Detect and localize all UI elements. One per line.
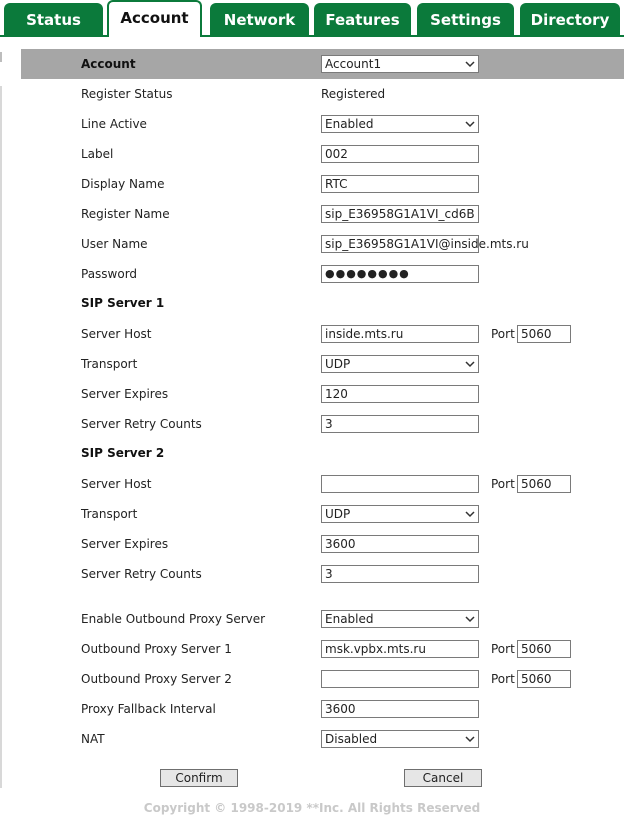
sip2-server-expires-label: Server Expires xyxy=(81,537,169,551)
display-name-label: Display Name xyxy=(81,177,165,191)
chevron-down-icon xyxy=(465,119,475,129)
sip2-transport-label: Transport xyxy=(81,507,138,521)
account-select-value: Account1 xyxy=(325,57,382,71)
register-status-label: Register Status xyxy=(81,87,173,101)
sip1-retry-counts-input[interactable]: 3 xyxy=(321,415,479,433)
account-settings-form xyxy=(21,49,624,789)
sip-server-1-title: SIP Server 1 xyxy=(81,296,165,310)
tab-account-label: Account xyxy=(120,9,189,27)
enable-outbound-proxy-value: Enabled xyxy=(325,612,374,626)
display-name-input[interactable]: RTC xyxy=(321,175,479,193)
chevron-down-icon xyxy=(465,734,475,744)
password-label: Password xyxy=(81,267,138,281)
label-field-label: Label xyxy=(81,147,114,161)
nat-select-value: Disabled xyxy=(325,732,378,746)
sip1-port-input[interactable]: 5060 xyxy=(517,325,571,343)
enable-outbound-proxy-label: Enable Outbound Proxy Server xyxy=(81,612,266,626)
nat-label: NAT xyxy=(81,732,105,746)
sip1-port-label: Port xyxy=(491,327,515,341)
user-name-input[interactable]: sip_E36958G1A1VI@inside.mts.ru xyxy=(321,235,479,253)
account-label: Account xyxy=(81,57,136,71)
label-input[interactable]: 002 xyxy=(321,145,479,163)
outbound-proxy-2-input[interactable] xyxy=(321,670,479,688)
sip1-retry-counts-label: Server Retry Counts xyxy=(81,417,202,431)
sip2-server-expires-input[interactable]: 3600 xyxy=(321,535,479,553)
proxy-fallback-interval-label: Proxy Fallback Interval xyxy=(81,702,216,716)
line-active-select-value: Enabled xyxy=(325,117,374,131)
outbound-proxy-1-port-label: Port xyxy=(491,642,515,656)
copyright-footer: Copyright © 1998-2019 **Inc. All Rights Reserved xyxy=(143,801,481,815)
chevron-down-icon xyxy=(465,59,475,69)
sip1-transport-value: UDP xyxy=(325,357,351,371)
left-edge-marker xyxy=(0,52,2,62)
sip1-server-host-input[interactable]: inside.mts.ru xyxy=(321,325,479,343)
sip1-transport-label: Transport xyxy=(81,357,138,371)
chevron-down-icon xyxy=(465,509,475,519)
sip2-port-label: Port xyxy=(491,477,515,491)
account-select[interactable] xyxy=(321,55,479,73)
sip2-server-host-label: Server Host xyxy=(81,477,152,491)
cancel-button[interactable]: Cancel xyxy=(404,769,482,787)
line-active-label: Line Active xyxy=(81,117,147,131)
sip1-server-expires-label: Server Expires xyxy=(81,387,169,401)
outbound-proxy-2-port-input[interactable]: 5060 xyxy=(517,670,571,688)
user-name-label: User Name xyxy=(81,237,148,251)
chevron-down-icon xyxy=(465,614,475,624)
confirm-button[interactable]: Confirm xyxy=(160,769,238,787)
sip2-port-input[interactable]: 5060 xyxy=(517,475,571,493)
sip2-retry-counts-label: Server Retry Counts xyxy=(81,567,202,581)
sip2-transport-value: UDP xyxy=(325,507,351,521)
tab-network-label: Network xyxy=(223,11,296,29)
outbound-proxy-2-port-label: Port xyxy=(491,672,515,686)
outbound-proxy-1-input[interactable]: msk.vpbx.mts.ru xyxy=(321,640,479,658)
sip2-retry-counts-input[interactable]: 3 xyxy=(321,565,479,583)
outbound-proxy-1-label: Outbound Proxy Server 1 xyxy=(81,642,232,656)
tab-settings-label: Settings xyxy=(430,11,501,29)
tab-features[interactable] xyxy=(314,3,411,37)
sip2-server-host-input[interactable] xyxy=(321,475,479,493)
tab-network[interactable] xyxy=(210,3,309,37)
tab-status[interactable] xyxy=(4,3,103,37)
top-tab-bar xyxy=(0,0,624,37)
sip1-server-host-label: Server Host xyxy=(81,327,152,341)
sip1-transport-select[interactable] xyxy=(321,355,479,373)
outbound-proxy-1-port-input[interactable]: 5060 xyxy=(517,640,571,658)
tab-account[interactable] xyxy=(107,0,202,37)
line-active-select[interactable] xyxy=(321,115,479,133)
tab-status-label: Status xyxy=(26,11,81,29)
tab-directory-label: Directory xyxy=(530,11,610,29)
sip-server-2-title: SIP Server 2 xyxy=(81,446,165,460)
tab-settings[interactable] xyxy=(417,3,514,37)
outbound-proxy-2-label: Outbound Proxy Server 2 xyxy=(81,672,232,686)
tab-directory[interactable] xyxy=(520,3,620,37)
register-name-input[interactable]: sip_E36958G1A1VI_cd6B xyxy=(321,205,479,223)
register-name-label: Register Name xyxy=(81,207,170,221)
register-status-value: Registered xyxy=(321,87,386,101)
sip1-server-expires-input[interactable]: 120 xyxy=(321,385,479,403)
proxy-fallback-interval-input[interactable]: 3600 xyxy=(321,700,479,718)
nat-select[interactable] xyxy=(321,730,479,748)
tab-features-label: Features xyxy=(325,11,400,29)
sip2-transport-select[interactable] xyxy=(321,505,479,523)
password-input[interactable]: ●●●●●●●● xyxy=(321,265,479,283)
enable-outbound-proxy-select[interactable] xyxy=(321,610,479,628)
chevron-down-icon xyxy=(465,359,475,369)
left-edge-divider xyxy=(0,86,2,788)
